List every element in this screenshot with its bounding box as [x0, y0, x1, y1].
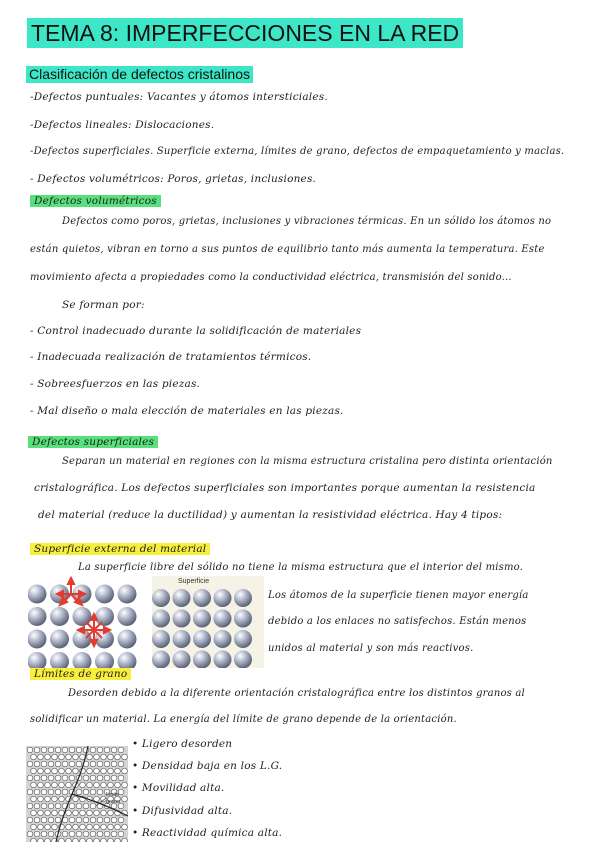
heading-external-surface: Superficie externa del material	[30, 543, 210, 555]
superficial-text-line: cristalográfica. Los defectos superficiales son importantes porque aumentan la resistencia	[34, 482, 536, 494]
grain-atom	[87, 768, 93, 774]
grain-atom	[45, 838, 51, 842]
grain-text-line: solidificar un material. La energía del límite de grano depende de la orientación.	[30, 714, 457, 725]
grain-atom	[76, 761, 82, 767]
grain-atom	[66, 768, 72, 774]
grain-atom	[115, 782, 121, 788]
atom	[173, 610, 191, 628]
grain-atom	[73, 824, 79, 830]
grain-atom	[27, 803, 33, 809]
grain-atom	[90, 803, 96, 809]
grain-atom	[83, 817, 89, 823]
atom	[193, 630, 211, 648]
atom	[73, 607, 92, 626]
cause-item: - Mal diseño o mala elección de materiales en las piezas.	[30, 405, 344, 417]
grain-atom	[55, 817, 61, 823]
atom	[234, 610, 252, 628]
atom	[152, 589, 170, 607]
grain-atom	[97, 775, 103, 781]
grain-atom	[34, 831, 40, 837]
external-surface-line: La superficie libre del sólido no tiene la misma estructura que el interior del mismo.	[78, 562, 524, 573]
atom	[118, 585, 137, 604]
grain-atom	[41, 775, 47, 781]
atom	[214, 589, 232, 607]
grain-atom	[38, 754, 44, 760]
atom	[118, 630, 137, 649]
grain-atom	[48, 789, 54, 795]
grain-atom	[69, 761, 75, 767]
grain-atom	[38, 838, 44, 842]
grain-atom	[104, 817, 110, 823]
grain-atom	[104, 775, 110, 781]
grain-bullet: • Ligero desorden	[132, 738, 233, 750]
grain-atom	[108, 838, 114, 842]
atom	[173, 589, 191, 607]
grain-atom	[48, 747, 54, 753]
atom	[152, 651, 170, 669]
grain-atom	[94, 810, 100, 816]
grain-atom	[101, 782, 107, 788]
grain-atom	[80, 824, 86, 830]
grain-atom	[69, 747, 75, 753]
grain-atom	[90, 789, 96, 795]
grain-atom	[90, 761, 96, 767]
grain-atom	[62, 747, 68, 753]
grain-atom	[34, 803, 40, 809]
classification-item: - Defectos volumétricos: Poros, grietas, inclusiones.	[30, 173, 317, 185]
grain-atom	[111, 775, 117, 781]
superficial-text-line: del material (reduce la ductilidad) y aumentan la resistividad eléctrica. Hay 4 tipos:	[38, 509, 503, 521]
grain-atom	[73, 754, 79, 760]
grain-atom	[45, 754, 51, 760]
grain-atom	[76, 789, 82, 795]
grain-atom	[31, 754, 37, 760]
grain-atom	[90, 775, 96, 781]
atom	[50, 607, 69, 626]
grain-atom	[101, 810, 107, 816]
external-surface-side: unidos al material y son más reactivos.	[268, 643, 474, 654]
grain-atom	[111, 747, 117, 753]
grain-atom	[76, 817, 82, 823]
grain-atom	[80, 782, 86, 788]
grain-atom	[83, 775, 89, 781]
grain-atom	[69, 803, 75, 809]
grain-atom	[104, 761, 110, 767]
grain-atom	[118, 761, 124, 767]
grain-atom	[122, 838, 128, 842]
grain-atom	[34, 817, 40, 823]
grain-atom	[69, 831, 75, 837]
grain-atom	[122, 796, 128, 802]
grain-atom	[73, 810, 79, 816]
grain-atom	[87, 810, 93, 816]
grain-bullet: • Densidad baja en los L.G.	[132, 760, 283, 772]
grain-atom	[62, 789, 68, 795]
grain-atom	[94, 768, 100, 774]
atom	[118, 652, 137, 668]
grain-atom	[55, 747, 61, 753]
grain-atom	[41, 789, 47, 795]
grain-atom	[66, 810, 72, 816]
grain-atom	[27, 775, 33, 781]
grain-atom	[55, 803, 61, 809]
grain-atom	[97, 817, 103, 823]
grain-atom	[59, 838, 65, 842]
grain-atom	[111, 761, 117, 767]
grain-bullet: • Movilidad alta.	[132, 782, 225, 794]
grain-atom	[52, 782, 58, 788]
superficial-text-line: Separan un material en regiones con la misma estructura cristalina pero distinta orientación	[62, 456, 553, 467]
grain-atom	[27, 831, 33, 837]
grain-atom	[73, 768, 79, 774]
grain-atom	[27, 789, 33, 795]
atom	[152, 630, 170, 648]
grain-atom	[31, 810, 37, 816]
figure-label-grain: grano	[106, 799, 121, 805]
grain-atom	[27, 761, 33, 767]
grain-atom	[41, 831, 47, 837]
grain-atom	[31, 768, 37, 774]
grain-atom	[115, 768, 121, 774]
grain-atom	[59, 796, 65, 802]
page-title: TEMA 8: IMPERFECCIONES EN LA RED	[27, 18, 463, 48]
section-subtitle: Clasificación de defectos cristalinos	[26, 66, 253, 83]
grain-atom	[38, 810, 44, 816]
grain-atom	[45, 796, 51, 802]
grain-atom	[55, 789, 61, 795]
grain-atom	[62, 761, 68, 767]
grain-boundary-figure	[26, 746, 128, 842]
volumetric-text-line: Defectos como poros, grietas, inclusiones y vibraciones térmicas. En un sólido los átomos no	[62, 216, 552, 227]
grain-atom	[101, 754, 107, 760]
volumetric-text-line: están quietos, vibran en torno a sus puntos de equilibrio tanto más aumenta la temperatura. Este	[30, 244, 545, 255]
grain-atom	[101, 824, 107, 830]
grain-atom	[108, 782, 114, 788]
grain-atom	[38, 824, 44, 830]
classification-item: -Defectos lineales: Dislocaciones.	[30, 119, 215, 131]
grain-atom	[41, 817, 47, 823]
grain-atom	[122, 768, 128, 774]
atom	[173, 630, 191, 648]
grain-atom	[101, 768, 107, 774]
grain-atom	[66, 782, 72, 788]
atom	[214, 610, 232, 628]
grain-atom	[122, 824, 128, 830]
grain-atom	[59, 754, 65, 760]
grain-atom	[97, 761, 103, 767]
grain-atom	[38, 768, 44, 774]
grain-atom	[69, 817, 75, 823]
atom	[234, 630, 252, 648]
grain-atom	[48, 817, 54, 823]
atom	[73, 652, 92, 668]
atom	[234, 589, 252, 607]
cause-item: - Sobreesfuerzos en las piezas.	[30, 378, 201, 390]
grain-atom	[48, 761, 54, 767]
grain-atom	[97, 789, 103, 795]
grain-atom	[48, 775, 54, 781]
grain-atom	[41, 761, 47, 767]
grain-atom	[66, 824, 72, 830]
atom	[173, 651, 191, 669]
atom	[118, 607, 137, 626]
external-surface-side: debido a los enlaces no satisfechos. Están menos	[268, 616, 527, 627]
grain-atom	[41, 803, 47, 809]
grain-atom	[87, 824, 93, 830]
grain-atom	[118, 831, 124, 837]
atom	[214, 630, 232, 648]
grain-text-line: Desorden debido a la diferente orientación cristalográfica entre los distintos granos al	[68, 688, 525, 699]
grain-atom	[87, 754, 93, 760]
grain-atom	[108, 824, 114, 830]
grain-atom	[55, 761, 61, 767]
atom	[28, 630, 47, 649]
grain-atom	[52, 810, 58, 816]
atom	[50, 652, 69, 668]
grain-atom	[115, 824, 121, 830]
grain-atom	[83, 803, 89, 809]
grain-atom	[48, 803, 54, 809]
heading-grain-boundaries: Límites de grano	[30, 668, 131, 680]
atom	[152, 610, 170, 628]
grain-atom	[27, 817, 33, 823]
grain-atom	[48, 831, 54, 837]
grain-atom	[34, 747, 40, 753]
grain-atom	[108, 754, 114, 760]
grain-atom	[34, 761, 40, 767]
grain-atom	[59, 768, 65, 774]
figure-label: Superficie	[178, 578, 210, 585]
grain-atom	[52, 796, 58, 802]
grain-atom	[80, 838, 86, 842]
grain-atom	[118, 747, 124, 753]
grain-atom	[52, 824, 58, 830]
grain-atom	[83, 831, 89, 837]
atom	[28, 652, 47, 668]
grain-atom	[52, 768, 58, 774]
grain-atom	[76, 803, 82, 809]
grain-bullet: • Reactividad química alta.	[132, 827, 283, 839]
grain-atom	[104, 831, 110, 837]
grain-atom	[90, 817, 96, 823]
grain-atom	[90, 831, 96, 837]
grain-atom	[94, 782, 100, 788]
atom	[95, 585, 114, 604]
atom	[193, 589, 211, 607]
grain-atom	[31, 824, 37, 830]
grain-atom	[45, 768, 51, 774]
grain-atom	[101, 838, 107, 842]
grain-atom	[80, 810, 86, 816]
atom	[28, 607, 47, 626]
grain-atom	[73, 838, 79, 842]
grain-atom	[62, 775, 68, 781]
atom	[95, 607, 114, 626]
heading-volumetric: Defectos volumétricos	[30, 195, 161, 207]
grain-atom	[97, 831, 103, 837]
grain-atom	[31, 782, 37, 788]
grain-atom	[122, 782, 128, 788]
grain-atom	[27, 747, 33, 753]
classification-item: -Defectos puntuales: Vacantes y átomos intersticiales.	[30, 91, 328, 103]
grain-atom	[87, 782, 93, 788]
grain-atom	[66, 838, 72, 842]
atom	[50, 630, 69, 649]
external-surface-side: Los átomos de la superficie tienen mayor energía	[268, 590, 529, 601]
grain-atom	[104, 747, 110, 753]
grain-atom	[122, 754, 128, 760]
figure-label-boundary: límite	[106, 792, 120, 798]
grain-atom	[45, 782, 51, 788]
grain-atom	[118, 817, 124, 823]
grain-atom	[62, 831, 68, 837]
grain-atom	[108, 768, 114, 774]
grain-atom	[87, 838, 93, 842]
grain-atom	[73, 796, 79, 802]
grain-atom	[31, 838, 37, 842]
grain-atom	[83, 789, 89, 795]
grain-atom	[97, 747, 103, 753]
classification-item: -Defectos superficiales. Superficie externa, límites de grano, defectos de empaquetamiento y maclas.	[30, 146, 565, 157]
grain-atom	[66, 754, 72, 760]
grain-atom	[59, 782, 65, 788]
forms-intro: Se forman por:	[62, 299, 145, 311]
cause-item: - Control inadecuado durante la solidificación de materiales	[30, 325, 362, 337]
grain-atom	[55, 775, 61, 781]
grain-atom	[52, 754, 58, 760]
atom	[193, 651, 211, 669]
grain-atom	[76, 831, 82, 837]
grain-atom	[108, 810, 114, 816]
cause-item: - Inadecuada realización de tratamientos térmicos.	[30, 351, 312, 363]
grain-atom	[94, 838, 100, 842]
atom	[214, 651, 232, 669]
atom	[193, 610, 211, 628]
grain-atom	[94, 754, 100, 760]
grain-atom	[38, 796, 44, 802]
grain-atom	[118, 775, 124, 781]
heading-superficial: Defectos superficiales	[28, 436, 158, 448]
grain-atom	[69, 775, 75, 781]
grain-atom	[31, 796, 37, 802]
grain-atom	[115, 754, 121, 760]
atom	[28, 585, 47, 604]
grain-atom	[34, 775, 40, 781]
grain-atom	[41, 747, 47, 753]
grain-atom	[94, 824, 100, 830]
grain-atom	[34, 789, 40, 795]
atom	[95, 652, 114, 668]
atom	[234, 651, 252, 669]
grain-atom	[90, 747, 96, 753]
surface-atoms-figure	[28, 576, 264, 668]
grain-atom	[115, 838, 121, 842]
grain-atom	[76, 747, 82, 753]
volumetric-text-line: movimiento afecta a propiedades como la conductividad eléctrica, transmisión del sonido...	[30, 272, 512, 283]
grain-atom	[45, 810, 51, 816]
grain-atom	[45, 824, 51, 830]
grain-atom	[111, 817, 117, 823]
grain-bullet: • Difusividad alta.	[132, 805, 233, 817]
grain-atom	[111, 831, 117, 837]
grain-atom	[38, 782, 44, 788]
